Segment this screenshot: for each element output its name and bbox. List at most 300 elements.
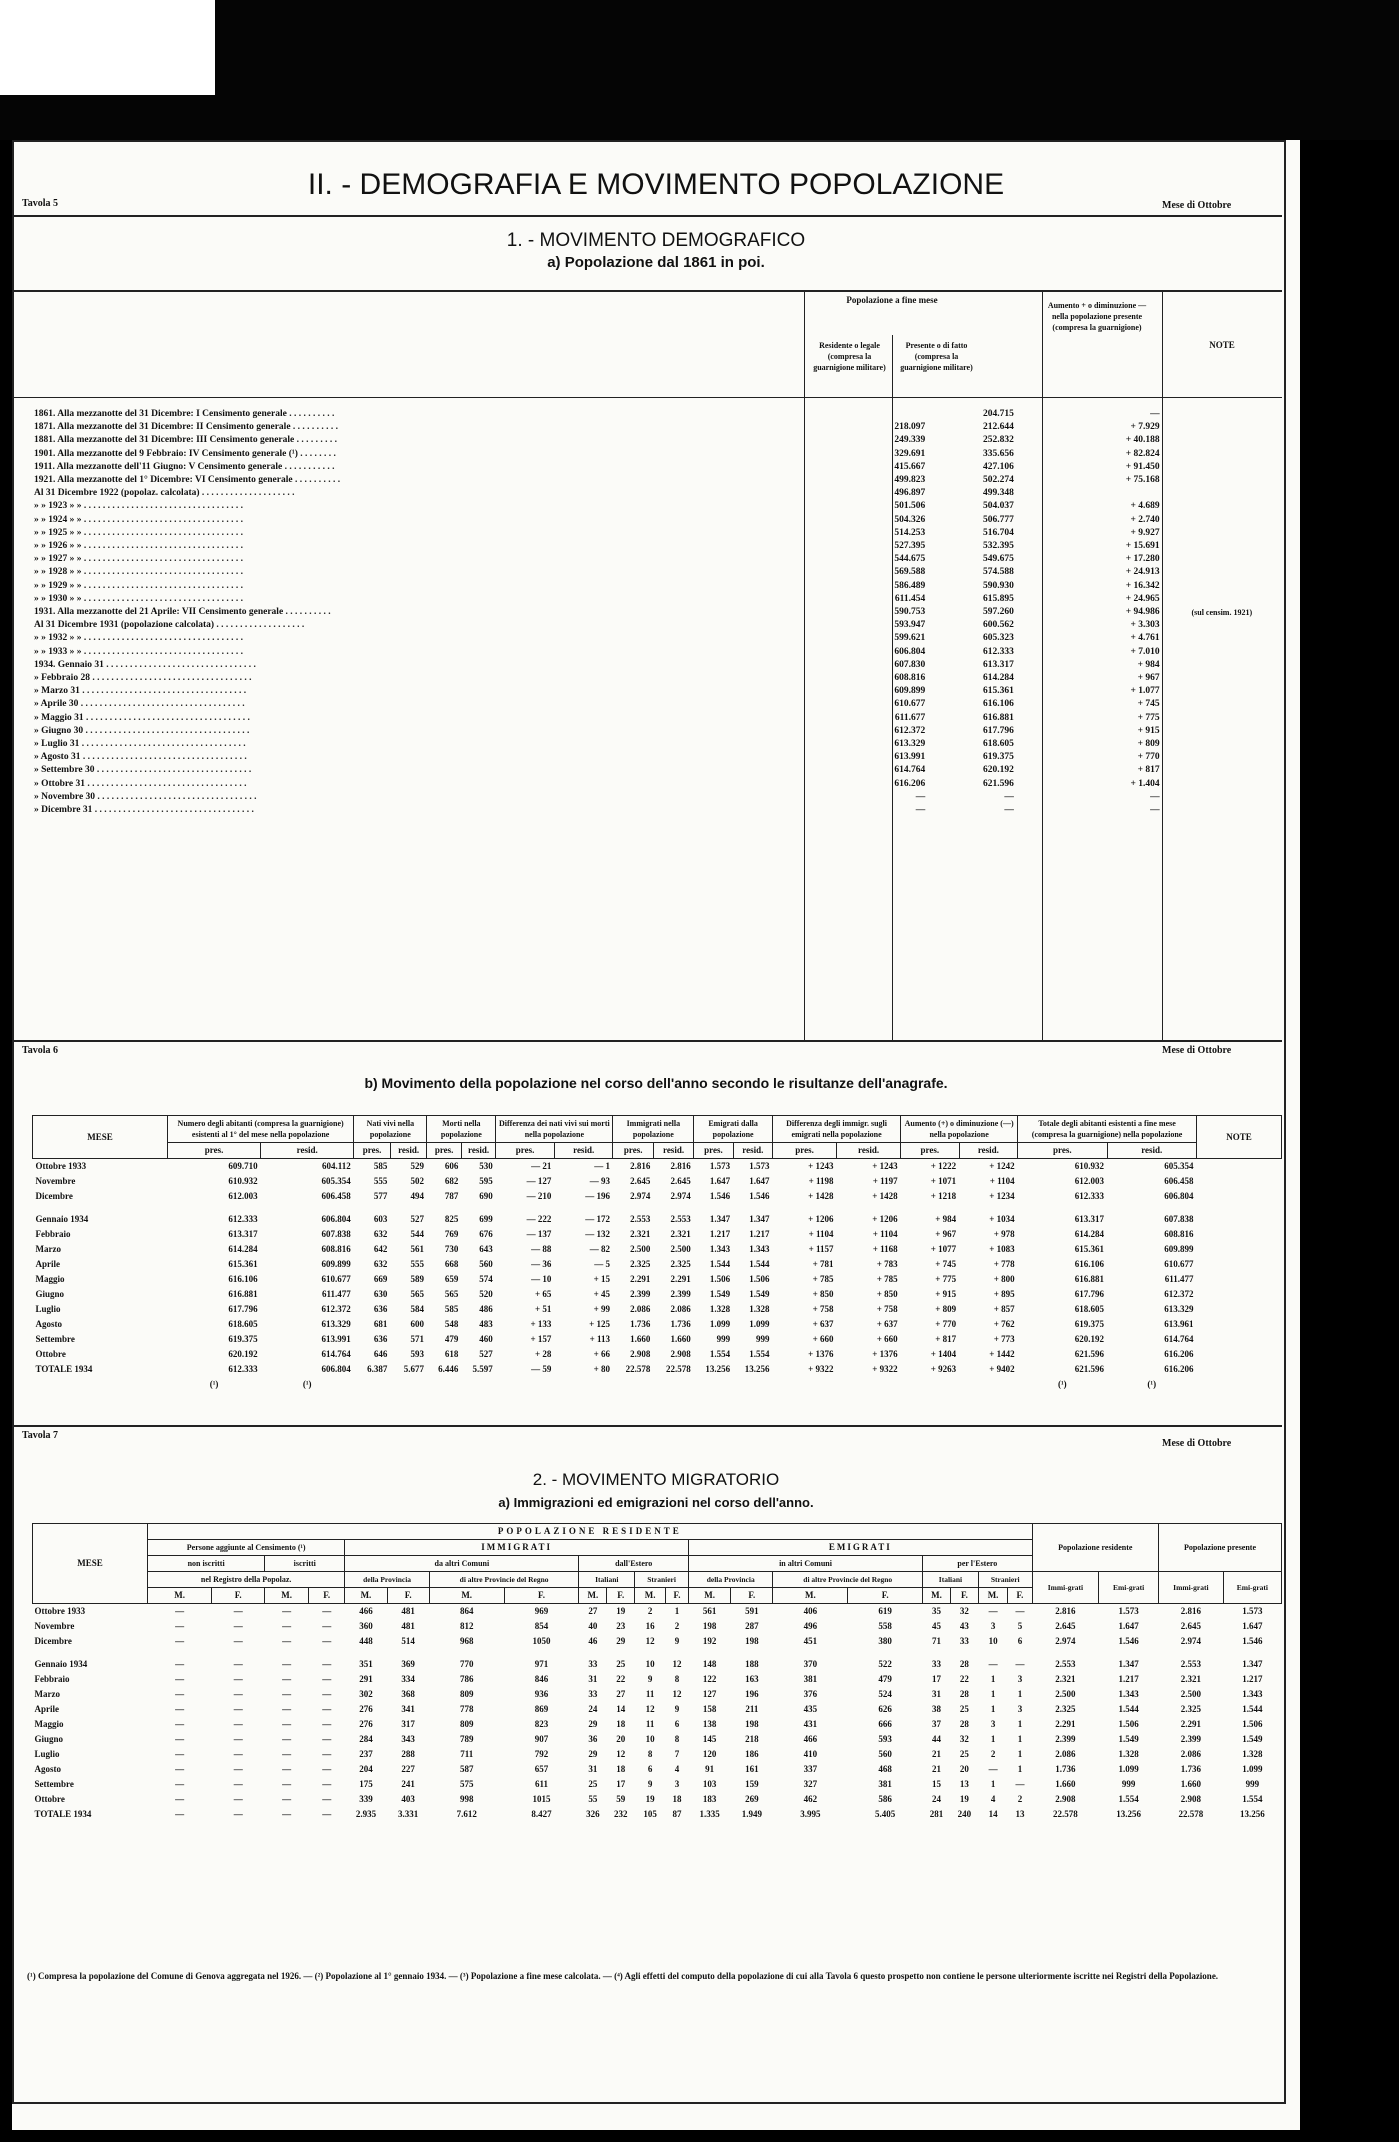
present-value: — (1004, 805, 1014, 816)
value-cell: 12 (672, 1659, 682, 1669)
value-cell: + 9402 (989, 1364, 1015, 1374)
value-cell: 17 (932, 1674, 941, 1684)
value-cell: 823 (534, 1719, 549, 1729)
subheader-rule (14, 397, 1282, 398)
value-cell: 12 (645, 1704, 655, 1714)
value-cell: 9 (647, 1779, 653, 1789)
value-cell: 44 (932, 1734, 941, 1744)
table-row (33, 1732, 1282, 1747)
sub-header: resid. (261, 1143, 354, 1159)
sex-header: M. (773, 1588, 848, 1604)
value-cell: 410 (803, 1749, 818, 1759)
value-cell: 2.291 (1055, 1719, 1076, 1729)
value-cell: + 1104 (808, 1229, 834, 1239)
column-header: Emigrati dalla popolazione (694, 1116, 773, 1143)
sub-header: Emi-grati (1099, 1572, 1159, 1604)
note-value (1162, 659, 1282, 672)
value-cell: — (175, 1809, 185, 1819)
value-cell: + 1234 (989, 1191, 1015, 1201)
row-label: » » 1932 » » . . . . . . . . . . . . . . . . . . . . . . . . . . . . . . . . . . (34, 633, 243, 644)
value-cell: 1.546 (749, 1191, 770, 1201)
change-value: + 1.077 (1130, 686, 1160, 697)
month-label: Dicembre (35, 1191, 73, 1201)
spacer (1016, 606, 1052, 619)
value-cell: 22.578 (1053, 1809, 1078, 1819)
value-cell: — (282, 1689, 292, 1699)
value-cell: 593 (410, 1349, 424, 1359)
value-cell: — (322, 1659, 332, 1669)
value-cell: 617.796 (228, 1304, 258, 1314)
table-row (33, 1287, 1282, 1302)
value-cell: 159 (745, 1779, 759, 1789)
total-note-cell (959, 1377, 1018, 1392)
sub-header: per l'Estero (923, 1556, 1033, 1572)
value-cell: + 1243 (872, 1161, 898, 1171)
value-cell: 2.321 (630, 1229, 651, 1239)
film-notch (0, 0, 215, 95)
value-cell: 486 (479, 1304, 493, 1314)
month-label-1: Mese di Ottobre (1162, 200, 1232, 211)
value-cell: 10 (645, 1659, 655, 1669)
value-cell: — 93 (589, 1176, 610, 1186)
value-cell: 1.949 (741, 1809, 762, 1819)
value-cell: + 15 (593, 1274, 610, 1284)
value-cell: — (322, 1764, 332, 1774)
value-cell: — (233, 1689, 243, 1699)
table-row (32, 540, 1282, 553)
month-label: Febbraio (35, 1229, 71, 1239)
value-cell: 1.554 (749, 1349, 770, 1359)
value-cell: 3 (1017, 1704, 1023, 1714)
sub-header: resid. (959, 1143, 1018, 1159)
value-cell: 351 (359, 1659, 373, 1669)
value-cell: 613.329 (321, 1319, 351, 1329)
value-cell: 1 (990, 1704, 996, 1714)
col-emigrati: EMIGRATI (688, 1540, 1032, 1556)
value-cell: 9 (647, 1674, 653, 1684)
value-cell: 2.321 (1055, 1674, 1076, 1684)
value-cell: 2.908 (630, 1349, 651, 1359)
month-label: Luglio (34, 1749, 60, 1759)
total-note-cell (773, 1377, 837, 1392)
value-cell: 616.881 (1074, 1274, 1105, 1284)
value-cell: + 781 (812, 1259, 834, 1269)
table-row (32, 434, 1282, 447)
value-cell: 481 (401, 1621, 415, 1631)
row-label: » Dicembre 31 . . . . . . . . . . . . . . . . . . . . . . . . . . . . . . . . . . (34, 805, 254, 816)
total-row (33, 1807, 1282, 1822)
value-cell: 2 (647, 1606, 653, 1616)
value-cell: 25 (616, 1659, 626, 1669)
value-cell: 1.343 (749, 1244, 770, 1254)
value-cell: 1.647 (709, 1176, 731, 1186)
value-cell: 1.343 (1118, 1689, 1139, 1699)
total-note-cell: (¹) (1057, 1379, 1067, 1389)
value-cell: + 80 (593, 1364, 610, 1374)
value-cell: 269 (745, 1794, 759, 1804)
value-cell: 969 (534, 1606, 549, 1616)
section-2-subtitle: a) Immigrazioni ed emigrazioni nel corso dell'anno. (498, 1495, 814, 1510)
value-cell: 31 (588, 1674, 598, 1684)
sex-header: F. (950, 1588, 978, 1604)
value-cell: 1.347 (749, 1214, 770, 1224)
value-cell: + 125 (589, 1319, 610, 1329)
value-cell: 2.645 (670, 1176, 691, 1186)
present-value: 506.777 (983, 514, 1014, 525)
value-cell: 13.256 (744, 1364, 770, 1374)
present-value: 620.192 (983, 765, 1014, 776)
value-cell: 43 (959, 1621, 969, 1631)
value-cell: 809 (459, 1689, 474, 1699)
row-label: » Luglio 31 . . . . . . . . . . . . . . . . . . . . . . . . . . . . . . . . . . . (34, 739, 246, 750)
month-label: Ottobre 1933 (34, 1606, 86, 1616)
table-row (32, 764, 1282, 777)
value-cell: 8 (674, 1734, 680, 1744)
value-cell: 1015 (532, 1794, 551, 1804)
value-cell: 1.217 (1118, 1674, 1139, 1684)
value-cell: — (175, 1719, 185, 1729)
footnote: (¹) Compresa la popolazione del Comune di Genova aggregata nel 1926. — (²) Popolazione al 1° gennaio 1934. — (³) Popolazione a fine mese calcolata. — (⁴) Agli effetti del computo della popolazione di cui alla Tavola 6 questo prospetto non contiene le persone ulteriormente iscritte nei Registri della Popolazione. (27, 1971, 1219, 1981)
value-cell: + 9322 (872, 1364, 898, 1374)
value-cell: 2.974 (670, 1191, 691, 1201)
value-cell: 334 (401, 1674, 415, 1684)
row-label: » Settembre 30 . . . . . . . . . . . . . . . . . . . . . . . . . . . . . . . . . (34, 765, 252, 776)
total-note-cell (901, 1377, 960, 1392)
spacer (1016, 659, 1052, 672)
value-cell: 25 (588, 1779, 598, 1789)
value-cell: 7.612 (456, 1809, 477, 1819)
value-cell: 120 (702, 1749, 717, 1759)
value-cell: + 1198 (808, 1176, 834, 1186)
migration-table (32, 1523, 1282, 1822)
note-cell (1197, 1189, 1282, 1204)
value-cell: 1 (1017, 1719, 1023, 1729)
value-cell: 380 (878, 1636, 892, 1646)
value-cell: 2 (674, 1621, 680, 1631)
note-cell (1197, 1257, 1282, 1272)
value-cell: 1.506 (1118, 1719, 1139, 1729)
value-cell: 35 (932, 1606, 941, 1616)
value-cell: 2 (1017, 1794, 1023, 1804)
total-note-cell (694, 1377, 733, 1392)
resident-value: 606.804 (894, 646, 926, 657)
value-cell: + 1428 (872, 1191, 898, 1201)
note-cell (1197, 1287, 1282, 1302)
empty-cell (33, 1377, 168, 1392)
row-label: 1901. Alla mezzanotte del 9 Febbraio: IV Censimento generale (¹) . . . . . . . . (34, 448, 336, 459)
value-cell: + 637 (812, 1319, 834, 1329)
population-table (32, 408, 1282, 817)
value-cell: 999 (716, 1334, 731, 1344)
total-note-cell (427, 1377, 461, 1392)
sub-header: Italiani (579, 1572, 635, 1588)
value-cell: 616.206 (1164, 1349, 1194, 1359)
value-cell: 240 (957, 1809, 972, 1819)
change-value: + 16.342 (1125, 580, 1160, 591)
total-note-cell: (¹) (1147, 1379, 1157, 1389)
value-cell: 466 (803, 1734, 818, 1744)
sub-header: non iscritti (148, 1556, 265, 1572)
value-cell: — (322, 1636, 332, 1646)
value-cell: 611.477 (1164, 1274, 1194, 1284)
change-value: + 91.450 (1125, 461, 1160, 472)
value-cell: 466 (359, 1606, 373, 1616)
row-label: » » 1924 » » . . . . . . . . . . . . . . . . . . . . . . . . . . . . . . . . . . (34, 514, 243, 525)
value-cell: 23 (616, 1621, 626, 1631)
value-cell: 276 (359, 1704, 373, 1714)
value-cell: + 113 (589, 1334, 610, 1344)
value-cell: — (175, 1734, 185, 1744)
present-value: 499.348 (983, 488, 1014, 499)
value-cell: + 1442 (989, 1349, 1015, 1359)
spacer (1016, 672, 1052, 685)
col-popolazione-residente: POPOLAZIONE RESIDENTE (148, 1524, 1033, 1540)
value-cell: 403 (401, 1794, 415, 1804)
sex-header: M. (429, 1588, 504, 1604)
value-cell: — (233, 1734, 243, 1744)
value-cell: 3 (674, 1779, 680, 1789)
table-row (32, 566, 1282, 579)
note-value (1162, 527, 1282, 540)
value-cell: 527 (479, 1349, 493, 1359)
value-cell: 327 (803, 1779, 818, 1789)
note-value (1162, 540, 1282, 553)
sex-header: F. (666, 1588, 689, 1604)
value-cell: 2.645 (1180, 1621, 1201, 1631)
resident-value: 613.329 (894, 739, 926, 750)
value-cell: 19 (645, 1794, 655, 1804)
table-row (33, 1189, 1282, 1204)
value-cell: 24 (932, 1794, 941, 1804)
value-cell: — (233, 1719, 243, 1729)
value-cell: 494 (410, 1191, 424, 1201)
resident-value: 590.753 (894, 607, 926, 618)
change-value (1052, 487, 1162, 500)
col-persone-aggiunte: Persone aggiunte al Censimento (¹) (148, 1540, 345, 1556)
value-cell: + 1034 (989, 1214, 1015, 1224)
resident-value: 569.588 (894, 567, 926, 578)
value-cell: 20 (616, 1734, 626, 1744)
value-cell: 2.974 (630, 1191, 651, 1201)
page-title: II. - DEMOGRAFIA E MOVIMENTO POPOLAZIONE (307, 168, 1005, 201)
table-row (33, 1174, 1282, 1189)
spacer (1016, 791, 1052, 804)
value-cell: 1.343 (1242, 1689, 1263, 1699)
change-value: + 1.404 (1130, 778, 1160, 789)
value-cell: — 59 (531, 1364, 552, 1374)
col-immigrati: IMMIGRATI (345, 1540, 689, 1556)
value-cell: 148 (702, 1659, 717, 1669)
change-value: + 775 (1137, 712, 1160, 723)
value-cell: 610.677 (1164, 1259, 1194, 1269)
table-row (32, 778, 1282, 791)
value-cell: 1.347 (1118, 1659, 1139, 1669)
sex-header: M. (978, 1588, 1007, 1604)
month-label: Settembre (35, 1334, 75, 1344)
value-cell: 2.500 (630, 1244, 651, 1254)
resident-value: 527.395 (894, 541, 926, 552)
value-cell: 3 (990, 1621, 996, 1631)
value-cell: 5.597 (472, 1364, 493, 1374)
value-cell: 337 (803, 1764, 818, 1774)
change-value: — (1150, 791, 1160, 802)
value-cell: — (175, 1606, 185, 1616)
value-cell: 1.573 (1118, 1606, 1139, 1616)
resident-value: 501.506 (894, 501, 926, 512)
present-value: 613.317 (983, 659, 1014, 670)
month-label: Marzo (35, 1244, 61, 1254)
section-1-title: 1. - MOVIMENTO DEMOGRAFICO (506, 230, 806, 251)
resident-value: 607.830 (894, 659, 926, 670)
value-cell: 19 (616, 1606, 626, 1616)
change-value: + 94.986 (1125, 607, 1160, 618)
change-value: + 7.010 (1130, 646, 1160, 657)
value-cell: 33 (588, 1689, 598, 1699)
value-cell: 612.333 (1074, 1191, 1105, 1201)
resident-value: 504.326 (894, 514, 926, 525)
value-cell: 609.710 (228, 1161, 258, 1171)
value-cell: + 66 (593, 1349, 610, 1359)
value-cell: 854 (534, 1621, 549, 1631)
value-cell: 479 (878, 1674, 892, 1684)
value-cell: 10 (645, 1734, 655, 1744)
total-row (33, 1362, 1282, 1377)
value-cell: 809 (459, 1719, 474, 1729)
table-number-6: Tavola 6 (22, 1045, 59, 1056)
value-cell: 614.764 (321, 1349, 351, 1359)
table-row (32, 553, 1282, 566)
change-value: + 75.168 (1125, 475, 1160, 486)
value-cell: 2.645 (630, 1176, 651, 1186)
note-value (1162, 461, 1282, 474)
value-cell: — (322, 1719, 332, 1729)
value-cell: 59 (616, 1794, 626, 1804)
value-cell: 605.354 (1164, 1161, 1194, 1171)
table-row (32, 448, 1282, 461)
note-value (1162, 632, 1282, 645)
change-value: + 4.761 (1130, 633, 1160, 644)
month-label: Ottobre (35, 1349, 66, 1359)
value-cell: 2.553 (1055, 1659, 1076, 1669)
section-1-subtitle: a) Popolazione dal 1861 in poi. (547, 254, 765, 271)
value-cell: — (282, 1734, 292, 1744)
value-cell: 2.086 (630, 1304, 651, 1314)
month-label: Agosto (35, 1319, 62, 1329)
value-cell: 608.816 (1164, 1229, 1194, 1239)
resident-value: 496.897 (894, 488, 926, 499)
row-label: » » 1930 » » . . . . . . . . . . . . . . . . . . . . . . . . . . . . . . . . . . (34, 593, 243, 604)
sub-header: pres. (427, 1143, 461, 1159)
value-cell: 682 (444, 1176, 459, 1186)
value-cell: — (322, 1794, 332, 1804)
note-value (1162, 725, 1282, 738)
table-row (33, 1604, 1282, 1620)
month-label: Ottobre (34, 1794, 65, 1804)
value-cell: — 88 (531, 1244, 552, 1254)
spacer (1016, 593, 1052, 606)
value-cell: + 915 (935, 1289, 957, 1299)
value-cell: 381 (803, 1674, 818, 1684)
value-cell: 38 (932, 1704, 941, 1714)
value-cell: 4 (674, 1764, 680, 1774)
value-cell: 2.086 (1180, 1749, 1201, 1759)
value-cell: 561 (410, 1244, 424, 1254)
value-cell: 1.736 (670, 1319, 691, 1329)
value-cell: 6 (674, 1719, 680, 1729)
value-cell: + 773 (993, 1334, 1015, 1344)
sub-header: Emi-grati (1223, 1572, 1281, 1604)
value-cell: 2.291 (1180, 1719, 1201, 1729)
value-cell: 999 (1121, 1779, 1136, 1789)
value-cell: 998 (459, 1794, 474, 1804)
value-cell: 657 (534, 1764, 549, 1774)
value-cell: 1 (1017, 1689, 1023, 1699)
spacer-row (33, 1649, 1282, 1657)
value-cell: — (322, 1704, 332, 1714)
note-value (1162, 698, 1282, 711)
value-cell: 616.106 (228, 1274, 258, 1284)
sub-header: Stranieri (978, 1572, 1032, 1588)
table-row (33, 1777, 1282, 1792)
header-rule (14, 290, 1282, 292)
value-cell: 607.838 (321, 1229, 351, 1239)
note-value (1162, 580, 1282, 593)
value-cell: 1.099 (709, 1319, 731, 1329)
value-cell: 971 (534, 1659, 549, 1669)
value-cell: 789 (459, 1734, 474, 1744)
present-value: 549.675 (983, 554, 1014, 565)
spacer (1016, 698, 1052, 711)
value-cell: — (233, 1621, 243, 1631)
value-cell: 198 (702, 1621, 717, 1631)
table-number-7: Tavola 7 (22, 1430, 59, 1441)
value-cell: 237 (359, 1749, 373, 1759)
value-cell: — (233, 1749, 243, 1759)
present-value: 502.274 (983, 475, 1014, 486)
present-value: 615.361 (983, 686, 1014, 697)
value-cell: 1.660 (1180, 1779, 1201, 1789)
value-cell: 13.256 (705, 1364, 731, 1374)
table-row (33, 1332, 1282, 1347)
value-cell: 555 (410, 1259, 424, 1269)
value-cell: 1.328 (749, 1304, 770, 1314)
change-value: + 2.740 (1130, 514, 1160, 525)
value-cell: 786 (459, 1674, 474, 1684)
value-cell: 690 (479, 1191, 493, 1201)
value-cell: 33 (959, 1636, 969, 1646)
value-cell: 999 (756, 1334, 770, 1344)
table-row (33, 1212, 1282, 1227)
value-cell: 22 (616, 1674, 626, 1684)
note-value (1162, 593, 1282, 606)
value-cell: 561 (702, 1606, 717, 1616)
value-cell: 1.554 (709, 1349, 731, 1359)
value-cell: + 157 (530, 1334, 552, 1344)
value-cell: 613.961 (1164, 1319, 1194, 1329)
present-value: 605.323 (983, 633, 1014, 644)
value-cell: 584 (410, 1304, 424, 1314)
sub-header: pres. (901, 1143, 960, 1159)
total-note-cell (837, 1377, 901, 1392)
table-row (32, 421, 1282, 434)
value-cell: 25 (959, 1704, 969, 1714)
value-cell: + 1083 (989, 1244, 1015, 1254)
value-cell: 188 (745, 1659, 759, 1669)
col-aumento: Aumento + o diminuzione — nella popolazione presente (compresa la guarnigione) (1047, 301, 1147, 332)
value-cell: 451 (803, 1636, 818, 1646)
note-cell (1197, 1362, 1282, 1377)
total-note-cell: (¹) (302, 1379, 312, 1389)
